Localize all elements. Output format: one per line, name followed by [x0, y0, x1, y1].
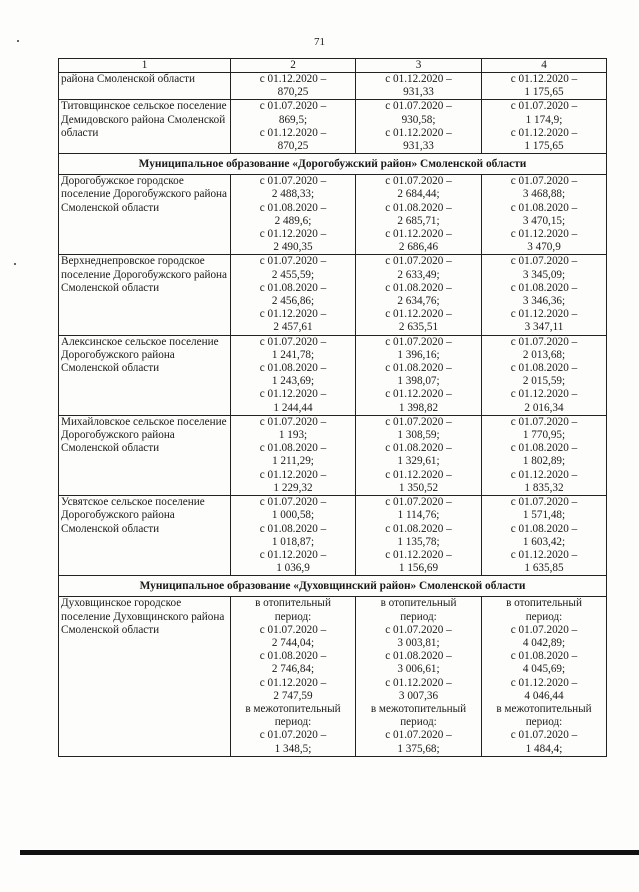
tariff-line: с 01.08.2020 –: [385, 650, 452, 663]
tariff-line: 2 633,49;: [397, 268, 440, 281]
tariff-line: с 01.07.2020 –: [259, 415, 327, 428]
tariff-line: в межотопительный: [245, 702, 341, 715]
tariff-line: с 01.07.2020 –: [510, 175, 578, 188]
tariff-line: 1 156,69: [398, 562, 439, 575]
tariff-line: с 01.07.2020 –: [510, 729, 578, 742]
tariff-line: с 01.08.2020 –: [259, 650, 327, 663]
tariff-line: 1 036,9: [276, 562, 310, 575]
tariff-line: 1 398,07;: [397, 375, 440, 388]
tariff-line: с 01.08.2020 –: [259, 522, 327, 535]
column-number: 2: [231, 59, 356, 73]
tariff-line: с 01.12.2020 –: [385, 676, 452, 689]
table-row: [59, 73, 607, 100]
tariff-line: 1 635,85: [524, 562, 564, 575]
tariff-line: период:: [400, 610, 437, 623]
tariff-line: с 01.07.2020 –: [385, 100, 452, 113]
tariff-line: 2 684,44;: [397, 188, 440, 201]
tariff-line: с 01.12.2020 –: [385, 73, 452, 85]
tariff-cell-c4: [482, 496, 607, 576]
scan-speck: [14, 263, 16, 265]
tariff-line: 2 455,59;: [271, 268, 315, 281]
tariff-line: с 01.12.2020 –: [259, 308, 327, 321]
tariff-line: с 01.12.2020 –: [385, 228, 452, 241]
tariff-line: 931,33: [403, 140, 434, 153]
tariff-cell-c3: [356, 100, 482, 154]
tariff-line: 2 489,6;: [274, 214, 312, 227]
table-row: [59, 415, 607, 495]
settlement-name: Алексинское сельское поселение Дорогобужского района Смоленской области: [59, 335, 231, 415]
tariff-cell-c4: [482, 100, 607, 154]
bottom-rule: [20, 850, 639, 855]
tariff-line: 1 571,48;: [522, 509, 566, 522]
tariff-line: с 01.07.2020 –: [510, 496, 578, 509]
tariff-line: с 01.07.2020 –: [259, 729, 327, 742]
section-title: Муниципальное образование «Духовщинский район» Смоленской области: [59, 576, 607, 597]
tariff-line: 1 350,52: [398, 481, 439, 494]
tariff-line: с 01.07.2020 –: [385, 496, 452, 509]
tariff-line: 2 457,61: [273, 321, 313, 334]
tariff-line: 3 468,88;: [522, 188, 566, 201]
settlement-name: Михайловское сельское поселение Дорогобужского района Смоленской области: [59, 415, 231, 495]
tariff-line: 3 347,11: [524, 321, 564, 334]
tariff-line: с 01.12.2020 –: [510, 676, 578, 689]
tariff-line: 870,25: [277, 140, 309, 153]
table-row: [59, 335, 607, 415]
tariff-line: с 01.08.2020 –: [510, 362, 578, 375]
tariff-line: 1 770,95;: [522, 429, 566, 442]
tariff-line: 2 015,59;: [522, 375, 566, 388]
tariff-line: в межотопительный: [370, 702, 467, 715]
settlement-name: Усвятское сельское поселение Дорогобужского района Смоленской области: [59, 496, 231, 576]
settlement-name: Титовщинское сельское поселение Демидовского района Смоленской области: [59, 100, 231, 154]
section-header-row: [59, 576, 607, 597]
tariff-line: с 01.08.2020 –: [259, 362, 327, 375]
tariff-line: с 01.07.2020 –: [385, 335, 452, 348]
tariff-cell-c4: [482, 73, 607, 100]
tariff-line: период:: [274, 610, 312, 623]
tariff-line: 2 490,35: [273, 241, 313, 254]
tariff-cell-c2: [231, 597, 356, 756]
tariff-line: 1 802,89;: [522, 455, 566, 468]
tariff-line: 1 135,78;: [397, 535, 440, 548]
tariff-line: в отопительный: [506, 597, 582, 610]
tariff-line: с 01.07.2020 –: [510, 255, 578, 268]
tariff-line: с 01.12.2020 –: [259, 548, 327, 561]
tariff-line: с 01.07.2020 –: [385, 255, 452, 268]
tariff-line: 2 635,51: [398, 321, 439, 334]
tariff-line: с 01.07.2020 –: [259, 623, 327, 636]
page-number: 71: [314, 36, 325, 48]
tariff-line: 2 456,86;: [271, 295, 315, 308]
tariff-line: 3 006,61;: [397, 663, 440, 676]
tariff-line: с 01.12.2020 –: [510, 126, 578, 139]
tariff-line: с 01.07.2020 –: [259, 255, 327, 268]
tariff-line: с 01.12.2020 –: [510, 73, 578, 85]
tariff-line: 1 243,69;: [271, 375, 315, 388]
tariff-line: 4 046,44: [524, 689, 564, 702]
tariff-cell-c3: [356, 175, 482, 255]
column-number: 3: [356, 59, 482, 73]
tariff-line: 3 470,9: [527, 241, 561, 254]
tariff-line: с 01.08.2020 –: [259, 201, 327, 214]
tariff-cell-c2: [231, 255, 356, 335]
tariff-cell-c4: [482, 597, 607, 756]
tariff-line: 2 744,04;: [271, 636, 315, 649]
tariff-cell-c4: [482, 175, 607, 255]
tariff-line: 869,5;: [278, 113, 308, 126]
tariff-cell-c2: [231, 496, 356, 576]
tariff-line: с 01.12.2020 –: [510, 388, 578, 401]
tariff-line: с 01.07.2020 –: [385, 729, 452, 742]
tariff-cell-c3: [356, 73, 482, 100]
tariff-line: 2 634,76;: [397, 295, 440, 308]
tariff-line: 1 396,16;: [397, 348, 440, 361]
tariff-table: [58, 58, 607, 757]
tariff-line: с 01.12.2020 –: [259, 468, 327, 481]
tariff-line: с 01.12.2020 –: [259, 676, 327, 689]
tariff-line: с 01.07.2020 –: [510, 100, 578, 113]
tariff-line: 1 018,87;: [271, 535, 315, 548]
tariff-cell-c3: [356, 255, 482, 335]
tariff-line: 1 484,4;: [525, 742, 563, 755]
settlement-name: Духовщинское городское поселение Духовщинского района Смоленской области: [59, 597, 231, 756]
tariff-line: с 01.08.2020 –: [385, 201, 452, 214]
settlement-name: Дорогобужское городское поселение Дорогобужского района Смоленской области: [59, 175, 231, 255]
tariff-line: с 01.12.2020 –: [385, 308, 452, 321]
tariff-line: с 01.08.2020 –: [385, 281, 452, 294]
column-number: 1: [59, 59, 231, 73]
tariff-cell-c2: [231, 415, 356, 495]
tariff-line: 1 229,32: [273, 481, 313, 494]
tariff-line: с 01.08.2020 –: [259, 442, 327, 455]
tariff-cell-c3: [356, 496, 482, 576]
tariff-line: с 01.07.2020 –: [385, 415, 452, 428]
tariff-cell-c3: [356, 415, 482, 495]
tariff-line: с 01.07.2020 –: [510, 415, 578, 428]
tariff-line: с 01.08.2020 –: [385, 522, 452, 535]
tariff-line: 1 375,68;: [397, 742, 440, 755]
tariff-line: 1 000,58;: [271, 509, 315, 522]
tariff-line: с 01.12.2020 –: [510, 308, 578, 321]
tariff-line: 1 193;: [278, 429, 308, 442]
tariff-line: с 01.12.2020 –: [259, 228, 327, 241]
tariff-line: в межотопительный: [496, 702, 592, 715]
tariff-line: 1 175,65: [524, 86, 564, 99]
tariff-line: с 01.08.2020 –: [385, 362, 452, 375]
column-number: 4: [482, 59, 607, 73]
tariff-line: с 01.12.2020 –: [385, 126, 452, 139]
tariff-line: с 01.12.2020 –: [385, 388, 452, 401]
column-number-row: [59, 59, 607, 73]
settlement-name: Верхнеднепровское городское поселение Дорогобужского района Смоленской области: [59, 255, 231, 335]
tariff-line: 1 174,9;: [525, 113, 563, 126]
tariff-line: 3 003,81;: [397, 636, 440, 649]
tariff-line: с 01.07.2020 –: [385, 623, 452, 636]
tariff-line: 3 345,09;: [522, 268, 566, 281]
tariff-cell-c4: [482, 255, 607, 335]
tariff-line: в отопительный: [255, 597, 331, 610]
tariff-line: 1 114,76;: [397, 509, 440, 522]
tariff-line: 931,33: [403, 86, 434, 99]
tariff-cell-c2: [231, 73, 356, 100]
tariff-line: 1 241,78;: [271, 348, 315, 361]
scan-speck: [17, 40, 19, 42]
tariff-line: с 01.07.2020 –: [259, 100, 327, 113]
tariff-line: 2 488,33;: [271, 188, 315, 201]
tariff-line: с 01.08.2020 –: [510, 650, 578, 663]
tariff-cell-c3: [356, 597, 482, 756]
tariff-cell-c3: [356, 335, 482, 415]
tariff-cell-c4: [482, 415, 607, 495]
tariff-line: с 01.07.2020 –: [259, 175, 327, 188]
table-row: [59, 100, 607, 154]
table-row: [59, 597, 607, 756]
tariff-line: с 01.07.2020 –: [510, 335, 578, 348]
tariff-line: с 01.12.2020 –: [385, 468, 452, 481]
tariff-line: 3 470,15;: [522, 214, 566, 227]
tariff-line: 1 175,65: [524, 140, 564, 153]
tariff-line: 2 747,59: [273, 689, 313, 702]
settlement-name: района Смоленской области: [59, 73, 231, 100]
tariff-line: с 01.12.2020 –: [259, 73, 327, 85]
tariff-cell-c2: [231, 175, 356, 255]
tariff-line: с 01.07.2020 –: [385, 175, 452, 188]
tariff-line: с 01.12.2020 –: [259, 126, 327, 139]
tariff-line: с 01.07.2020 –: [510, 623, 578, 636]
tariff-line: с 01.07.2020 –: [259, 496, 327, 509]
tariff-line: 1 211,29;: [272, 455, 314, 468]
tariff-line: с 01.08.2020 –: [510, 201, 578, 214]
tariff-line: 2 013,68;: [522, 348, 566, 361]
tariff-line: 1 398,82: [398, 401, 439, 414]
tariff-line: с 01.12.2020 –: [510, 228, 578, 241]
tariff-line: с 01.08.2020 –: [510, 522, 578, 535]
tariff-line: 1 603,42;: [522, 535, 566, 548]
tariff-line: 3 346,36;: [522, 295, 566, 308]
tariff-line: с 01.07.2020 –: [259, 335, 327, 348]
tariff-line: 870,25: [277, 86, 309, 99]
tariff-line: 1 348,5;: [274, 742, 312, 755]
tariff-line: с 01.08.2020 –: [510, 442, 578, 455]
tariff-cell-c2: [231, 100, 356, 154]
tariff-line: 4 042,89;: [522, 636, 566, 649]
tariff-cell-c4: [482, 335, 607, 415]
tariff-line: 2 746,84;: [271, 663, 315, 676]
tariff-line: период:: [525, 610, 563, 623]
tariff-cell-c2: [231, 335, 356, 415]
table-row: [59, 255, 607, 335]
tariff-line: 1 835,32: [524, 481, 564, 494]
tariff-line: 930,58;: [401, 113, 436, 126]
section-header-row: [59, 154, 607, 175]
tariff-line: с 01.08.2020 –: [385, 442, 452, 455]
tariff-line: 4 045,69;: [522, 663, 566, 676]
tariff-line: 2 686,46: [398, 241, 439, 254]
tariff-line: 1 308,59;: [397, 429, 440, 442]
tariff-line: период:: [274, 716, 312, 729]
tariff-line: в отопительный: [380, 597, 457, 610]
tariff-line: с 01.12.2020 –: [259, 388, 327, 401]
tariff-line: с 01.12.2020 –: [385, 548, 452, 561]
tariff-line: 3 007,36: [398, 689, 439, 702]
tariff-line: с 01.08.2020 –: [510, 281, 578, 294]
table-row: [59, 175, 607, 255]
tariff-line: с 01.12.2020 –: [510, 468, 578, 481]
tariff-line: с 01.12.2020 –: [510, 548, 578, 561]
tariff-line: период:: [400, 716, 437, 729]
tariff-line: период:: [525, 716, 563, 729]
tariff-line: 1 329,61;: [397, 455, 440, 468]
table-row: [59, 496, 607, 576]
section-title: Муниципальное образование «Дорогобужский район» Смоленской области: [59, 154, 607, 175]
tariff-line: 2 685,71;: [397, 214, 440, 227]
tariff-line: 2 016,34: [524, 401, 564, 414]
tariff-line: 1 244,44: [273, 401, 313, 414]
tariff-line: с 01.08.2020 –: [259, 281, 327, 294]
